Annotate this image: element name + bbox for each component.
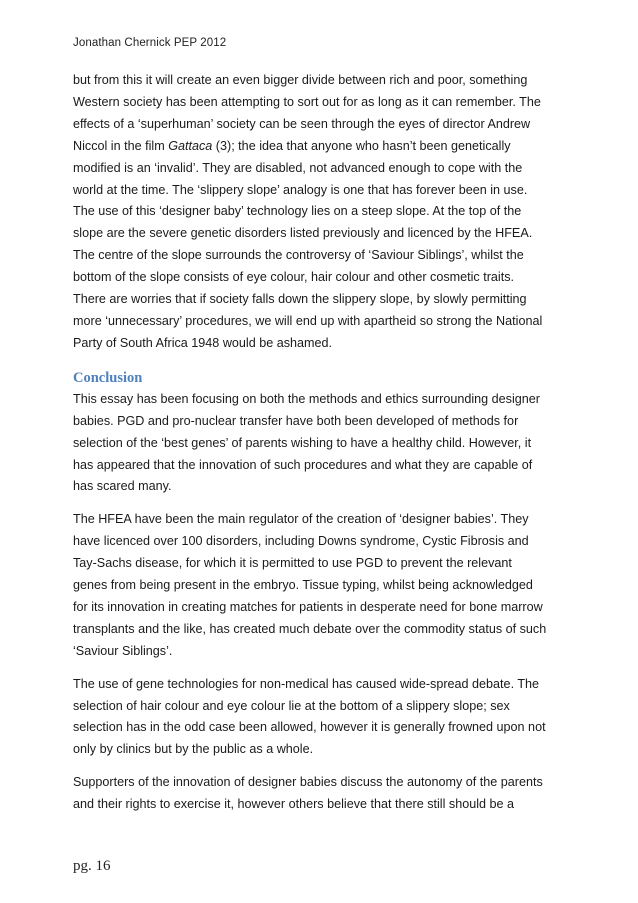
text-line: Western society has been attempting to sort out for as long as it can remember. The [73,94,541,109]
text-line: for its innovation in creating matches for patients in desperate need for bone marrow [73,599,543,614]
text-line: bottom of the slope consists of eye colour, hair colour and other cosmetic traits. [73,270,515,285]
text-line: The use of gene technologies for non-medical has caused wide-spread debate. The [73,676,540,691]
page-number: pg. 16 [73,858,111,874]
text-line: ‘Saviour Siblings’. [73,643,173,658]
section-heading-conclusion: Conclusion [73,369,143,386]
text-line: slope are the severe genetic disorders listed previously and licenced by the HFEA. [73,226,533,241]
document-body [73,70,573,827]
text-line: selection of hair colour and eye colour lie at the bottom of a slippery slope; sex [73,698,510,713]
text-segment: (3); the idea that anyone who hasn’t been genetically [212,138,511,153]
text-line: The use of this ‘designer baby’ technology lies on a steep slope. At the top of the [73,204,522,219]
text-line: effects of a ‘superhuman’ society can be seen through the eyes of director Andrew [73,116,531,131]
text-line: selection has in the odd case been allowed, however it is generally frowned upon not [73,720,546,735]
text-line: Tay-Sachs disease, for which it is permitted to use PGD to prevent the relevant [73,556,512,571]
text-line: The HFEA have been the main regulator of the creation of ‘designer babies’. They [73,512,529,527]
paragraph-slippery-slope [73,70,573,355]
text-line: genes from being present in the embryo. Tissue typing, whilst being acknowledged [73,578,533,593]
text-line: more ‘unnecessary’ procedures, we will end up with apartheid so strong the National [73,313,543,328]
text-line [73,136,573,158]
film-title: Gattaca [168,138,213,153]
paragraph-conclusion-intro [73,389,573,499]
text-line: The centre of the slope surrounds the controversy of ‘Saviour Siblings’, whilst the [73,248,524,263]
text-line: but from this it will create an even bigger divide between rich and poor, something [73,73,528,87]
text-line: babies. PGD and pro-nuclear transfer have both been developed of methods for [73,413,519,428]
text-line: have licenced over 100 disorders, including Downs syndrome, Cystic Fibrosis and [73,534,529,549]
text-line: world at the time. The ‘slippery slope’ analogy is one that has forever been in use. [73,182,528,197]
paragraph-gene-technologies [73,674,573,762]
text-line: There are worries that if society falls down the slippery slope, by slowly permitting [73,292,527,307]
paragraph-hfea [73,509,573,662]
text-line: only by clinics but by the public as a whole. [73,742,314,757]
text-line: This essay has been focusing on both the methods and ethics surrounding designer [73,391,540,406]
text-segment: Niccol in the film [73,138,169,153]
text-line: selection of the ‘best genes’ of parents wishing to have a healthy child. However, it [73,435,532,450]
page-header: Jonathan Chernick PEP 2012 [73,37,227,49]
text-line: has scared many. [73,479,172,494]
text-line: has appeared that the innovation of such procedures and what they are capable of [73,457,533,472]
text-line: and their rights to exercise it, however others believe that there still should be a [73,797,515,812]
text-line: Party of South Africa 1948 would be ashamed. [73,335,333,350]
text-line: modified is an ‘invalid’. They are disabled, not advanced enough to cope with the [73,160,523,175]
text-line: Supporters of the innovation of designer babies discuss the autonomy of the parents [73,775,543,790]
paragraph-supporters [73,772,573,816]
text-line: transplants and the like, has created much debate over the commodity status of such [73,621,547,636]
